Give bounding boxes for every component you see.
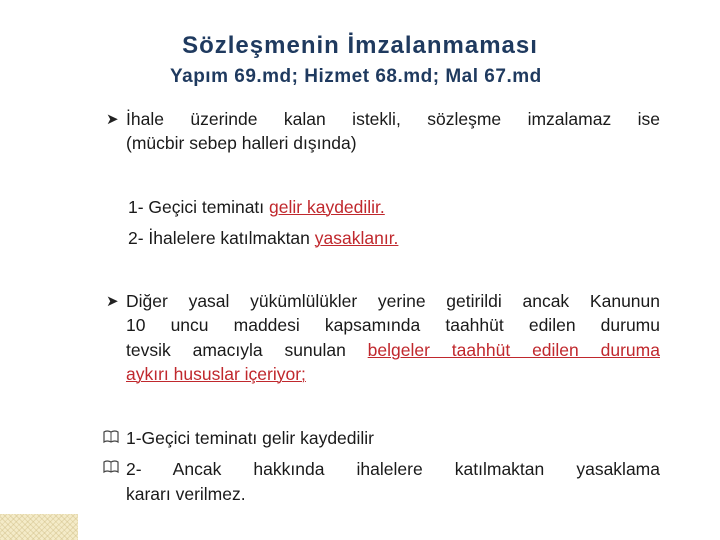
section1-line2: (mücbir sebep halleri dışında) — [126, 133, 357, 153]
section2-line3-text: tevsik amacıyla sunulan — [126, 340, 368, 360]
section1-item1-text: 1- Geçici teminatı — [128, 197, 270, 217]
section2-line2: 10 uncu maddesi kapsamında taahhüt edilen durumu — [126, 315, 660, 335]
arrow-bullet-icon: ➤ — [106, 111, 119, 128]
section2-line1: Diğer yasal yükümlülükler yerine getirildi ancak Kanunun — [126, 291, 660, 311]
section2-line3-highlight: belgeler taahhüt edilen duruma — [367, 340, 660, 360]
book-bullet-icon — [103, 460, 119, 474]
section2-line4-highlight: aykırı hususlar içeriyor; — [126, 364, 306, 384]
arrow-bullet-icon: ➤ — [106, 293, 119, 310]
section1-item1 — [128, 195, 385, 219]
section1-item2-highlight: yasaklanır. — [314, 228, 399, 248]
section1-item2 — [128, 226, 398, 250]
section1-item1-highlight: gelir kaydedilir. — [269, 197, 385, 217]
section3-item1: 1-Geçici teminatı gelir kaydedilir — [126, 428, 375, 448]
section1-item2-text: 2- İhalelere katılmaktan — [128, 228, 315, 248]
section2-line3 — [126, 338, 660, 362]
page-title: Sözleşmenin İmzalanmaması — [182, 32, 538, 59]
section1-line1: İhale üzerinde kalan istekli, sözleşme imzalamaz ise — [126, 109, 660, 129]
section3-item2-line2: kararı verilmez. — [126, 484, 246, 504]
page-subtitle: Yapım 69.md; Hizmet 68.md; Mal 67.md — [170, 66, 542, 87]
book-bullet-icon — [103, 430, 119, 444]
corner-decoration — [0, 514, 78, 540]
section3-item2-line1: 2- Ancak hakkında ihalelere katılmaktan yasaklama — [126, 459, 660, 479]
section2-line4 — [126, 362, 660, 386]
